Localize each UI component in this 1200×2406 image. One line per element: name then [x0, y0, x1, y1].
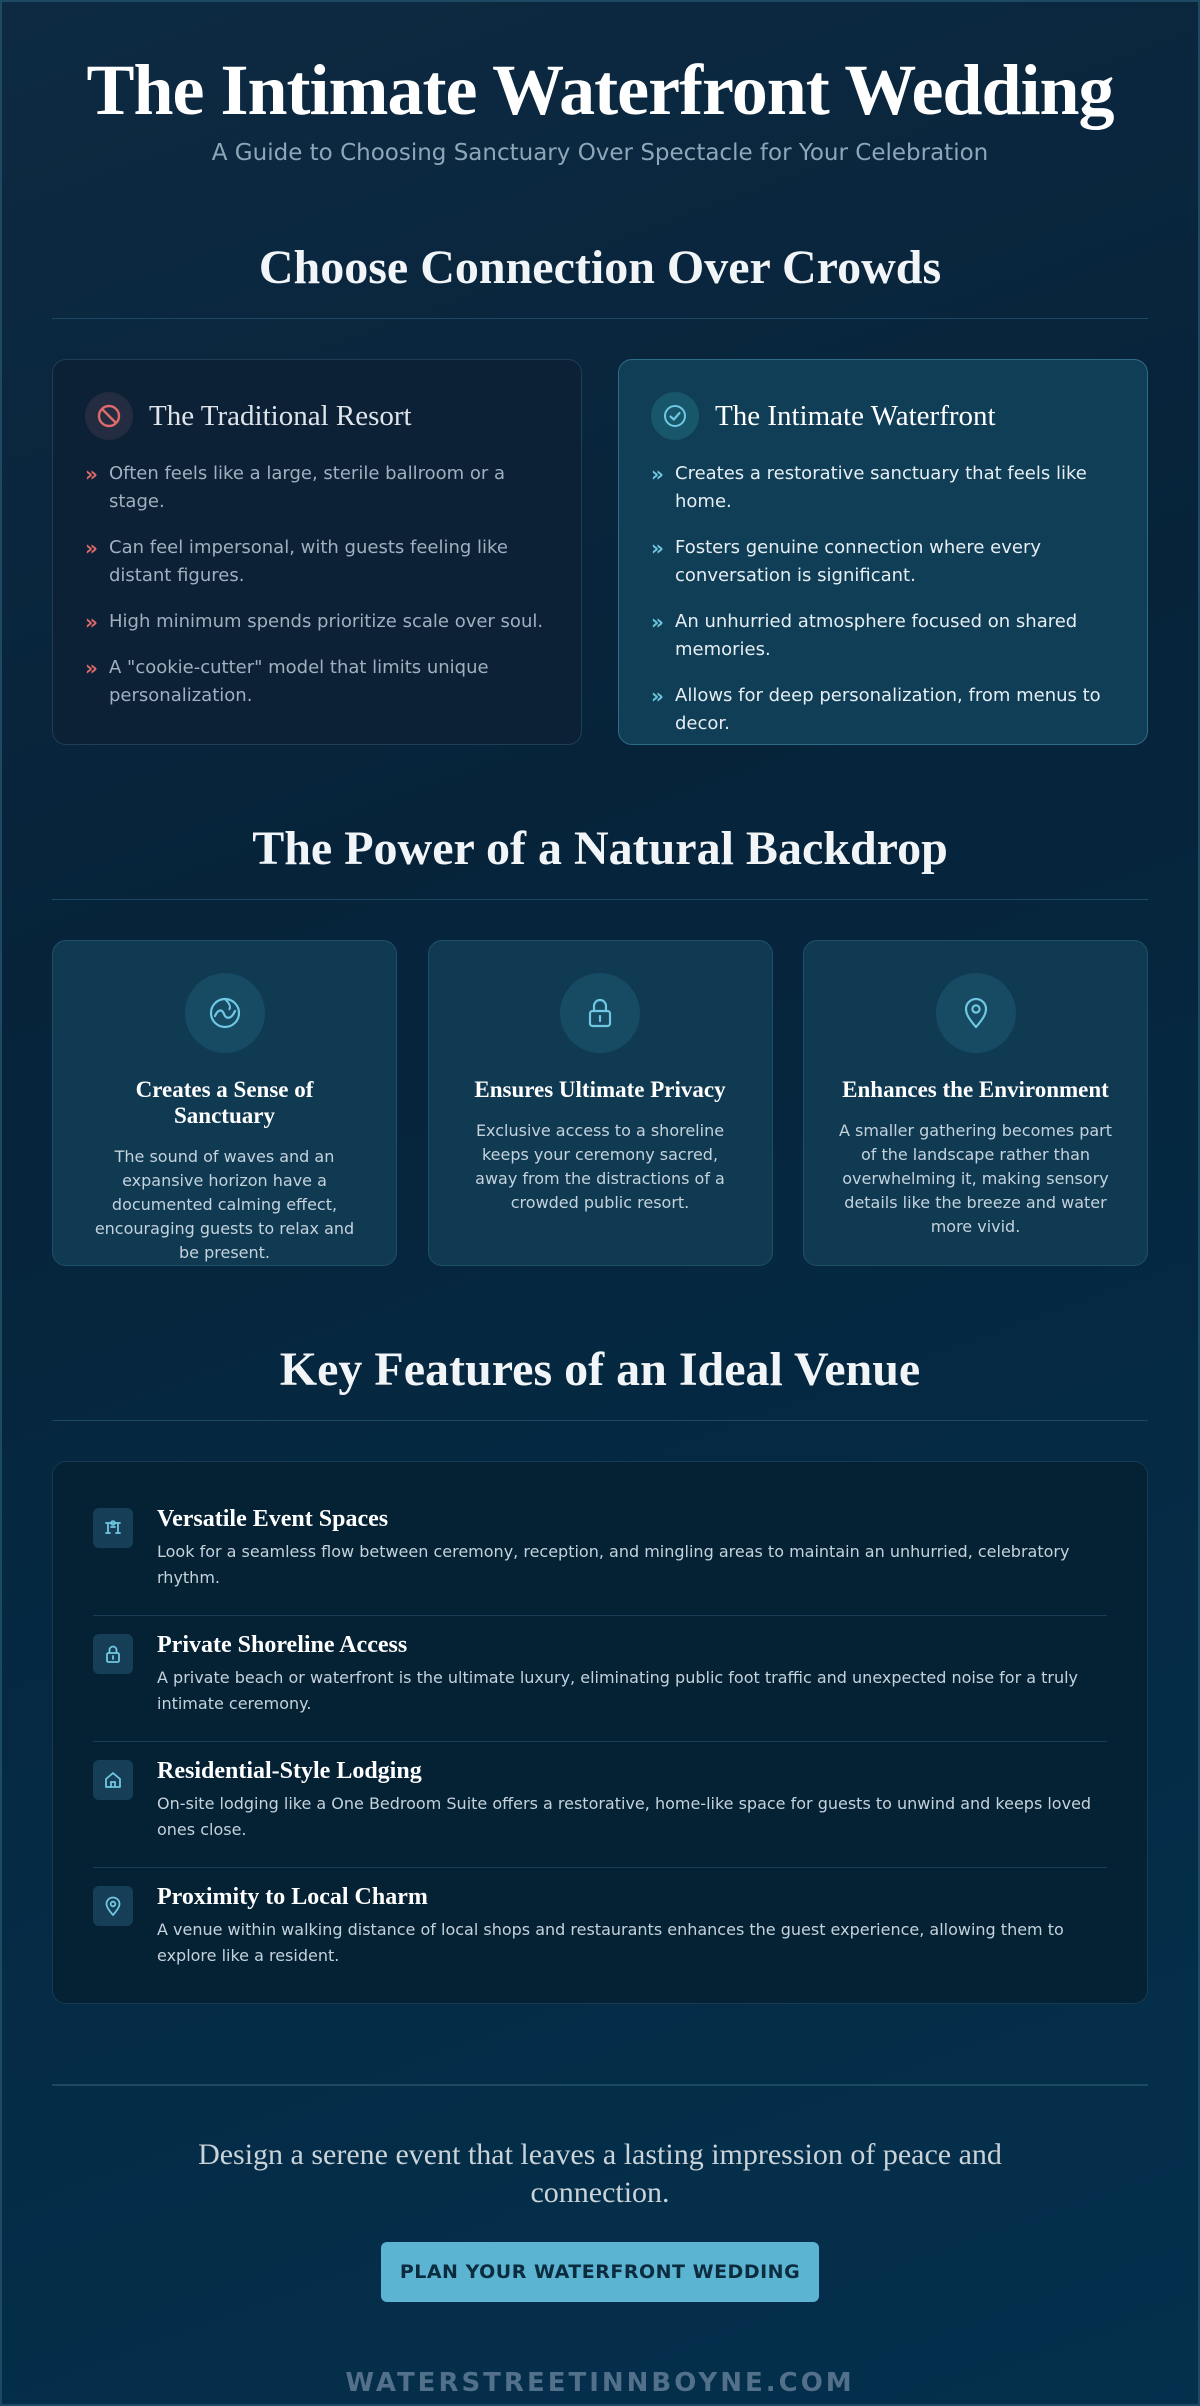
chevron-right-icon: » [651, 462, 664, 486]
intimate-points [651, 460, 1115, 738]
list-item: » High minimum spends prioritize scale over soul. [85, 610, 544, 634]
feature-text: Look for a seamless flow between ceremony, reception, and mingling areas to maintain an unhurried, celebratory rhythm. [157, 1542, 1070, 1587]
feature-item [93, 1490, 1107, 1616]
feature-body [157, 1632, 1107, 1717]
section-divider [52, 899, 1148, 900]
features-section [52, 1340, 1148, 2004]
page-title: The Intimate Waterfront Wedding [86, 50, 1114, 130]
hero [52, 2, 1148, 166]
card-title: The Traditional Resort [149, 399, 412, 432]
benefit-card-sanctuary [52, 940, 397, 1266]
card-header [85, 392, 549, 440]
benefit-card-privacy [428, 940, 773, 1266]
feature-item [93, 1868, 1107, 1993]
card-title: The Intimate Waterfront [715, 399, 996, 432]
feature-title: Private Shoreline Access [157, 1632, 408, 1658]
section-divider [52, 1420, 1148, 1421]
check-circle-icon [651, 392, 699, 440]
lock-icon [560, 973, 640, 1053]
list-item: » Can feel impersonal, with guests feeling like distant figures. [85, 534, 549, 590]
card-title: Ensures Ultimate Privacy [474, 1077, 726, 1102]
chevron-right-icon: » [651, 610, 664, 634]
card-title: Creates a Sense of Sanctuary [135, 1077, 314, 1128]
feature-text: On-site lodging like a One Bedroom Suite offers a restorative, home-like space for guests to unwind and keeps loved ones close. [157, 1794, 1092, 1839]
benefit-card-environment [803, 940, 1148, 1266]
feature-title: Versatile Event Spaces [157, 1506, 389, 1532]
features-panel [52, 1461, 1148, 2004]
feature-item [93, 1742, 1107, 1868]
list-item: » Allows for deep personalization, from menus to decor. [651, 682, 1115, 738]
chevron-right-icon: » [651, 536, 664, 560]
map-pin-icon [936, 973, 1016, 1053]
list-item: » Fosters genuine connection where every conversation is significant. [651, 534, 1115, 590]
section-title-backdrop: The Power of a Natural Backdrop [252, 822, 948, 875]
traditional-points [85, 460, 549, 710]
chevron-right-icon: » [85, 536, 98, 560]
feature-text: A venue within walking distance of local shops and restaurants enhances the guest experience, allowing them to explore like a resident. [157, 1920, 1064, 1965]
cta-section [52, 2084, 1148, 2302]
section-title-comparison: Choose Connection Over Crowds [258, 241, 942, 294]
chevron-right-icon: » [85, 656, 98, 680]
comparison-section [52, 238, 1148, 745]
feature-body [157, 1758, 1107, 1843]
feature-title: Residential-Style Lodging [157, 1758, 422, 1784]
backdrop-cards [52, 940, 1148, 1266]
prohibited-icon [85, 392, 133, 440]
section-title-features: Key Features of an Ideal Venue [279, 1343, 921, 1396]
section-divider [52, 318, 1148, 319]
feature-body [157, 1884, 1107, 1969]
chevron-right-icon: » [85, 610, 98, 634]
feature-title: Proximity to Local Charm [157, 1884, 428, 1910]
chevron-right-icon: » [651, 684, 664, 708]
cta-text: Design a serene event that leaves a lasting impression of peace and connection. [198, 2138, 1002, 2209]
list-item: » Often feels like a large, sterile ballroom or a stage. [85, 460, 549, 516]
card-text: The sound of waves and an expansive horizon have a documented calming effect, encouraging guests to relax and be present. [94, 1147, 355, 1262]
card-text: A smaller gathering becomes part of the landscape rather than overwhelming it, making sensory details like the breeze and water more vivid. [838, 1121, 1113, 1236]
card-text: Exclusive access to a shoreline keeps your ceremony sacred, away from the distractions of a crowded public resort. [475, 1121, 725, 1212]
home-icon [93, 1760, 133, 1800]
card-title: Enhances the Environment [842, 1077, 1109, 1102]
cta-divider [52, 2084, 1148, 2086]
event-space-icon [93, 1508, 133, 1548]
feature-text: A private beach or waterfront is the ultimate luxury, eliminating public foot traffic and unexpected noise for a truly intimate ceremony. [157, 1668, 1079, 1713]
page-subtitle: A Guide to Choosing Sanctuary Over Spectacle for Your Celebration [211, 140, 989, 166]
chevron-right-icon: » [85, 462, 98, 486]
feature-item [93, 1616, 1107, 1742]
intimate-waterfront-card [618, 359, 1148, 745]
wave-globe-icon [185, 973, 265, 1053]
list-item: » An unhurried atmosphere focused on shared memories. [651, 608, 1115, 664]
card-header [651, 392, 1115, 440]
comparison-cards [52, 359, 1148, 745]
footer-domain: WATERSTREETINNBOYNE.COM [345, 2368, 855, 2398]
traditional-resort-card [52, 359, 582, 745]
map-pin-icon [93, 1886, 133, 1926]
plan-wedding-button[interactable]: PLAN YOUR WATERFRONT WEDDING [381, 2242, 819, 2302]
lock-icon [93, 1634, 133, 1674]
list-item: » A "cookie-cutter" model that limits unique personalization. [85, 654, 549, 710]
feature-body [157, 1506, 1107, 1591]
backdrop-section [52, 819, 1148, 1266]
list-item: » Creates a restorative sanctuary that feels like home. [651, 460, 1115, 516]
